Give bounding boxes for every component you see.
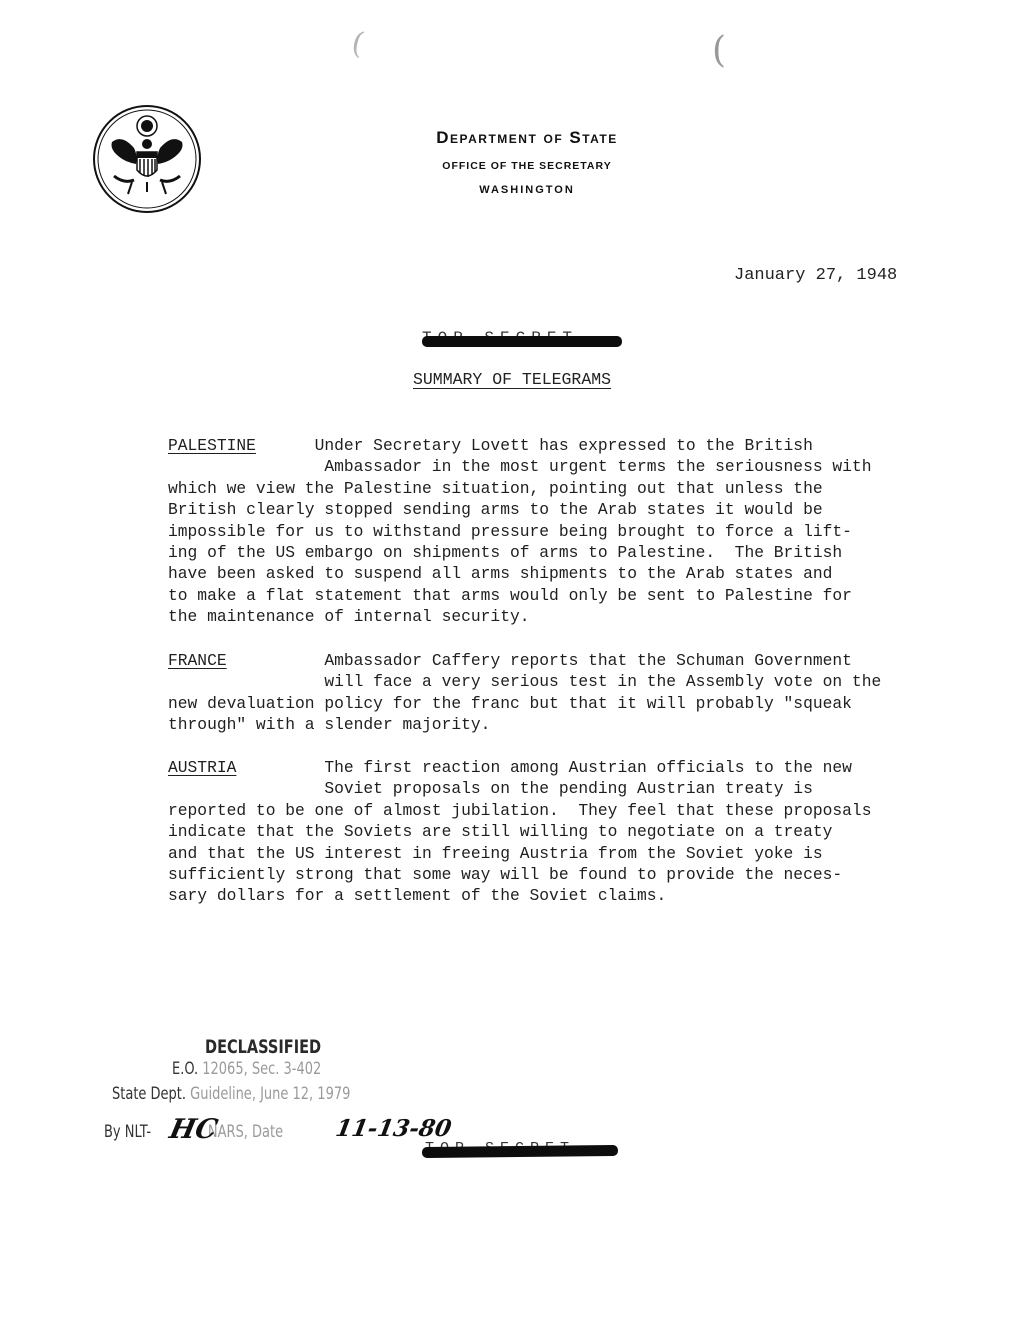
section-france [168, 650, 948, 736]
section-first-line: Ambassador Caffery reports that the Schuman Government [324, 651, 852, 670]
section-line: ing of the US embargo on shipments of arms to Palestine. The British [168, 543, 843, 563]
letterhead-office: OFFICE OF THE SECRETARY [442, 160, 612, 172]
section-austria [168, 757, 948, 907]
declassified-stamp: DECLASSIFIED [205, 1036, 322, 1058]
section-line: sary dollars for a settlement of the Soviet claims. [168, 886, 667, 906]
letterhead-department: Department of State [436, 128, 618, 147]
section-line: new devaluation policy for the franc but that it will probably "squeak [168, 693, 852, 713]
declass-date-handwritten: 11-13-80 [333, 1115, 454, 1142]
margin-mark: ( [712, 30, 727, 71]
section-first-line: Under Secretary Lovett has expressed to the British [314, 436, 813, 455]
section-line: to make a flat statement that arms would only be sent to Palestine for [168, 585, 852, 605]
section-line: reported to be one of almost jubilation. They feel that these proposals [168, 800, 872, 820]
letterhead-city: WASHINGTON [479, 184, 575, 196]
section-line: and that the US interest in freeing Austria from the Soviet yoke is [168, 843, 823, 863]
section-line: which we view the Palestine situation, pointing out that unless the [168, 478, 823, 498]
redaction-bar [422, 336, 622, 347]
declass-reviewer-line: By NLT- NARS, Date [104, 1122, 284, 1142]
reviewer-initials: HC [166, 1114, 221, 1145]
section-line: the maintenance of internal security. [168, 607, 530, 627]
section-line: impossible for us to withstand pressure being brought to force a lift- [168, 521, 852, 541]
section-heading: FRANCE [168, 651, 227, 670]
section-line: sufficiently strong that some way will be found to provide the neces- [168, 865, 843, 885]
section-line: have been asked to suspend all arms shipments to the Arab states and [168, 564, 833, 584]
section-line: Ambassador in the most urgent terms the seriousness with [168, 457, 872, 477]
section-line: Soviet proposals on the pending Austrian treaty is [168, 779, 813, 799]
document-title: SUMMARY OF TELEGRAMS [413, 370, 612, 389]
great-seal-eagle-icon [92, 104, 202, 214]
margin-mark: ( [348, 25, 368, 62]
section-line: British clearly stopped sending arms to the Arab states it would be [168, 500, 823, 520]
section-heading: AUSTRIA [168, 758, 237, 777]
document-date: January 27, 1948 [734, 266, 898, 285]
section-line: through" with a slender majority. [168, 715, 491, 735]
section-palestine [168, 435, 948, 628]
section-first-line: The first reaction among Austrian officials to the new [324, 758, 852, 777]
section-line: indicate that the Soviets are still willing to negotiate on a treaty [168, 822, 833, 842]
declass-guideline: State Dept. Guideline, June 12, 1979 [112, 1084, 351, 1104]
section-heading: PALESTINE [168, 436, 256, 455]
section-line: will face a very serious test in the Assembly vote on the [168, 672, 882, 692]
declass-authority: E.O. 12065, Sec. 3-402 [172, 1059, 322, 1079]
redaction-bar [422, 1145, 618, 1158]
